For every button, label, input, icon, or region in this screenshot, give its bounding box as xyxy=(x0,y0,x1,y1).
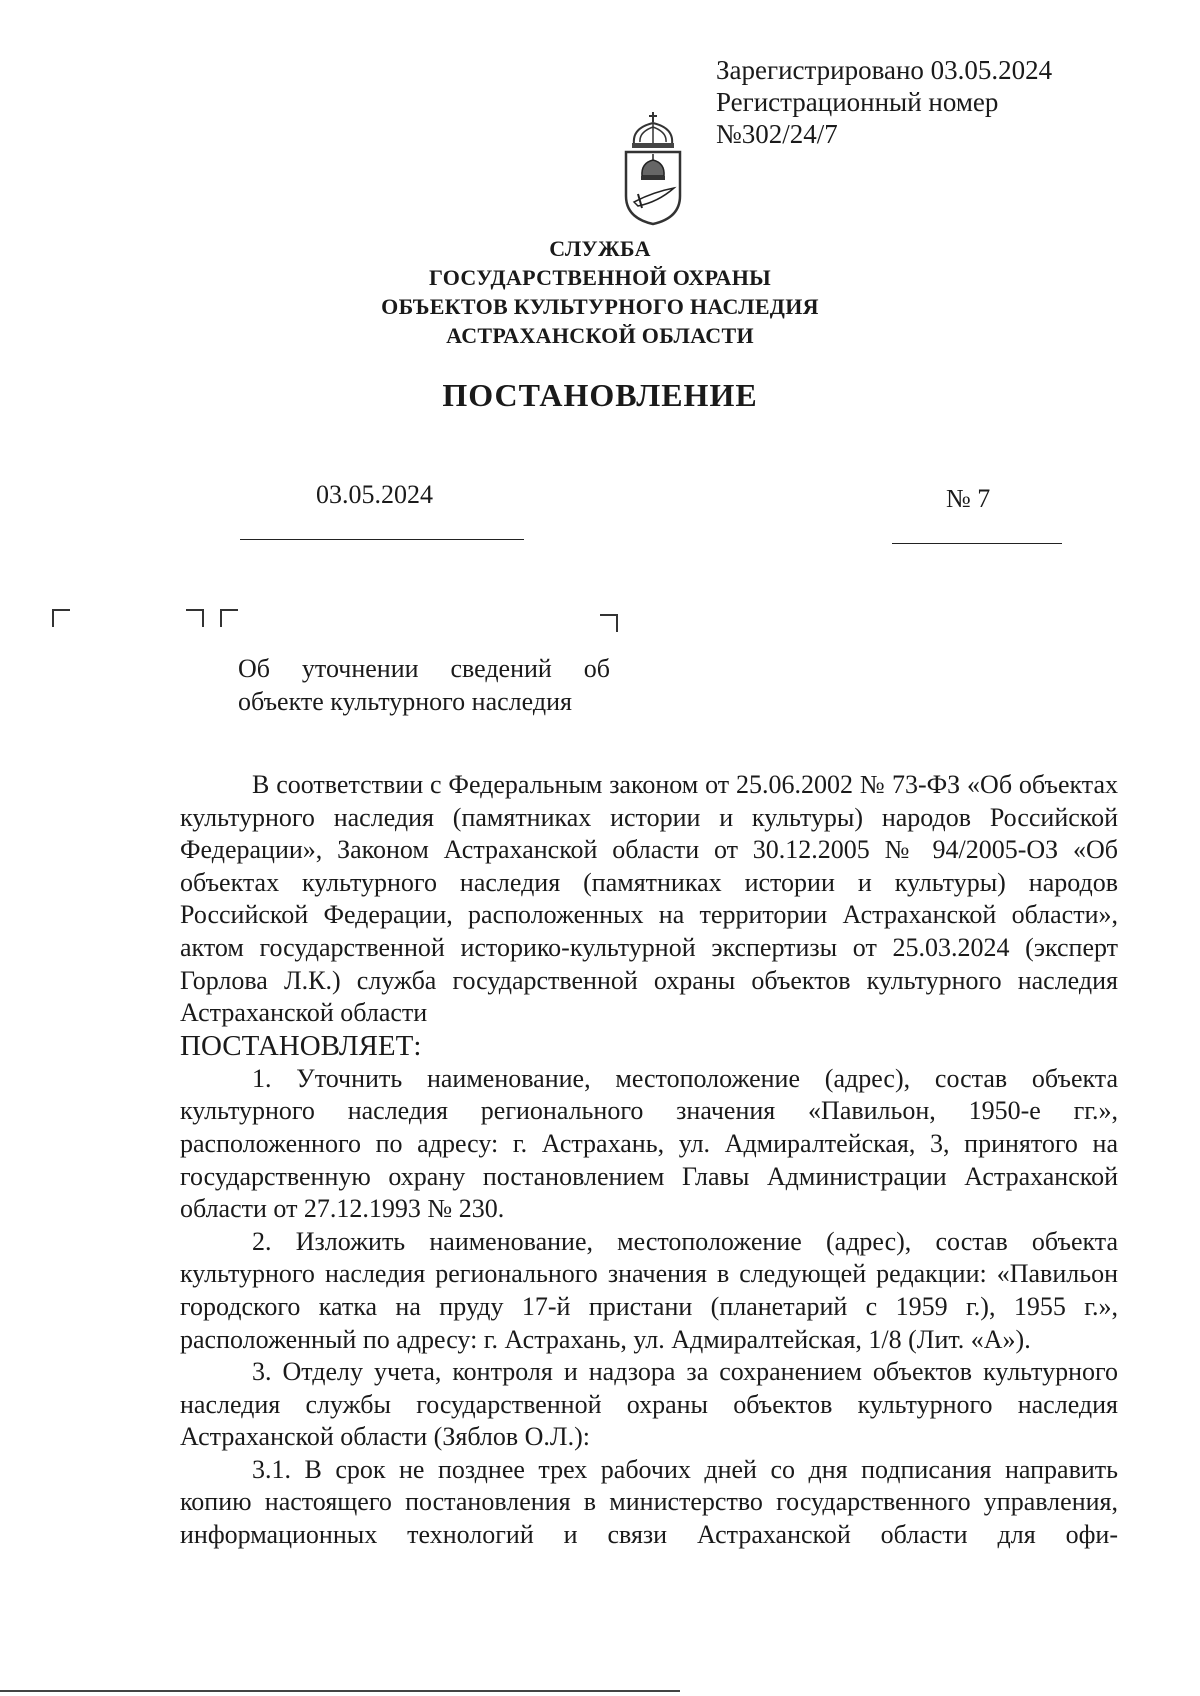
organization-line-1: СЛУЖБА xyxy=(549,236,651,261)
item-3-paragraph: 3. Отделу учета, контроля и надзора за сохранением объектов культурного наследия службы государственной охраны объектов культурного наследия Астраханской области (Зяблов О.Л.): xyxy=(180,1357,1118,1452)
item-3-1-paragraph: 3.1. В срок не позднее трех рабочих дней со дня подписания направить копию настоящего постановления в министерство государственного управления, информационных технологий и связи Астраханской области для офи- xyxy=(180,1454,1118,1550)
document-date: 03.05.2024 xyxy=(316,480,433,509)
document-number: № 7 xyxy=(946,484,991,513)
organization-name xyxy=(300,234,900,350)
registration-stamp xyxy=(716,54,1052,150)
page-bottom-edge xyxy=(0,1690,680,1692)
coat-of-arms-icon xyxy=(618,110,688,226)
document-body xyxy=(180,769,1118,1552)
resolves-heading: ПОСТАНОВЛЯЕТ: xyxy=(180,1029,422,1062)
number-underline xyxy=(892,543,1062,544)
organization-line-2: ГОСУДАРСТВЕННОЙ ОХРАНЫ xyxy=(428,265,772,290)
organization-line-3: ОБЪЕКТОВ КУЛЬТУРНОГО НАСЛЕДИЯ xyxy=(381,294,819,319)
registration-date: Зарегистрировано 03.05.2024 xyxy=(716,55,1053,85)
corner-bracket-top-left xyxy=(52,609,70,627)
registration-label: Регистрационный номер xyxy=(716,87,999,117)
corner-bracket-subject-right xyxy=(600,614,618,632)
organization-line-4: АСТРАХАНСКОЙ ОБЛАСТИ xyxy=(446,323,754,348)
item-1-paragraph: 1. Уточнить наименование, местоположение (адрес), состав объекта культурного наследия регионального значения «Павильон, 1950-е гг.», расположенного по адресу: г. Астрахань, ул. Адмиралтейская, 3, принятого на государственную охрану постановлением Главы Администрации Астраханской области от 27.12.1993 № 230. xyxy=(180,1063,1118,1224)
subject-line-2: объекте культурного наследия xyxy=(238,687,572,716)
corner-bracket-subject-left xyxy=(220,609,238,627)
date-underline xyxy=(240,539,524,540)
item-2-paragraph: 2. Изложить наименование, местоположение (адрес), состав объекта культурного наследия регионального значения в следующей редакции: «Павильон городского катка на пруду 17-й пристани (планетарий с 1959 г.), 1955 г.», расположенный по адресу: г. Астрахань, ул. Адмиралтейская, 1/8 (Лит. «А»). xyxy=(180,1226,1118,1354)
document-type-title: ПОСТАНОВЛЕНИЕ xyxy=(442,377,758,413)
registration-number: №302/24/7 xyxy=(716,119,838,149)
preamble-paragraph: В соответствии с Федеральным законом от 25.06.2002 № 73-ФЗ «Об объектах культурного наследия (памятниках истории и культуры) народов Российской Федерации», Законом Астраханской области от 30.12.2005 № 94/2005-ОЗ «Об объектах культурного наследия (памятниках истории и культуры) народов Российской Федерации, расположенных на территории Астраханской области», актом государственной историко-культурной экспертизы от 25.03.2024 (эксперт Горлова Л.К.) служба государственной охраны объектов культурного наследия Астраханской области xyxy=(180,770,1118,1028)
subject-line-1: Об уточнении сведений об xyxy=(238,654,610,683)
document-subject xyxy=(238,652,610,718)
corner-bracket-top-right xyxy=(186,609,204,627)
